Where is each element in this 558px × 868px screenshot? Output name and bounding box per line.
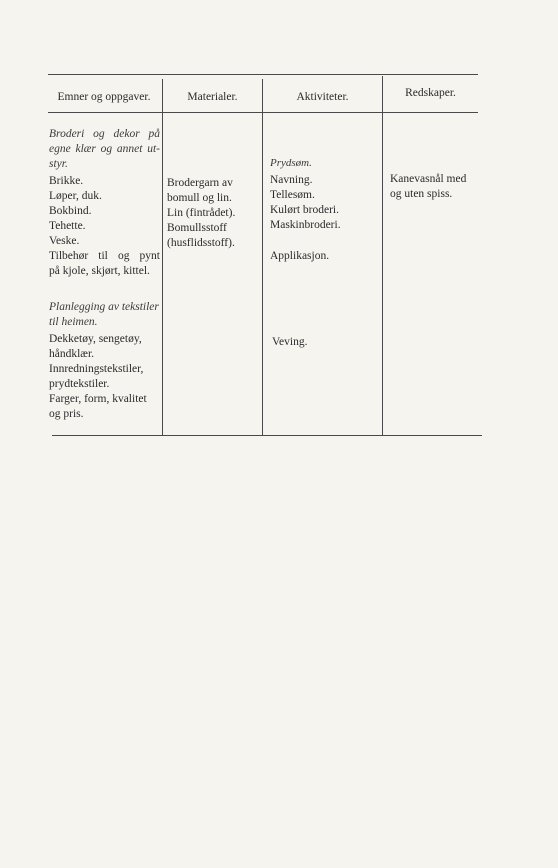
table-top-rule <box>48 74 478 75</box>
list-item: Navning. <box>270 174 313 186</box>
column-divider-2 <box>262 79 263 435</box>
list-item: Farger, form, kvalitet <box>49 393 147 405</box>
list-item: håndklær. <box>49 348 95 360</box>
aktiviteter-column <box>270 156 380 233</box>
list-item: Brodergarn av <box>167 177 233 189</box>
list-item: Kanevasnål med <box>390 173 467 185</box>
list-item: Dekketøy, sengetøy, <box>49 333 142 345</box>
list-item: Tehette. <box>49 220 86 232</box>
list-item: Bomullsstoff <box>167 222 227 234</box>
list-item: Bokbind. <box>49 205 92 217</box>
list-item: Kulørt broderi. <box>270 204 339 216</box>
header-redskaper: Redskaper. <box>405 87 456 99</box>
list-item: og uten spiss. <box>390 188 453 200</box>
list-item: Løper, duk. <box>49 190 102 202</box>
list-item: (husflidsstoff). <box>167 237 235 249</box>
list-item: Lin (fintrådet). <box>167 207 236 219</box>
activity-heading-prydsom: Prydsøm. <box>270 157 312 169</box>
section-title-broderi-line2: egne klær og annet ut- <box>49 143 160 155</box>
header-aktiviteter: Aktiviteter. <box>296 91 349 103</box>
table-bottom-rule <box>52 435 482 436</box>
column-divider-3 <box>382 76 383 435</box>
list-item: på kjole, skjørt, kittel. <box>49 265 150 277</box>
list-item: Maskinbroderi. <box>270 219 341 231</box>
section-title-planlegging-line2: til heimen. <box>49 316 98 328</box>
section-title-broderi-line3: styr. <box>49 158 68 170</box>
list-item: Tellesøm. <box>270 189 315 201</box>
section-title-broderi-line1: Broderi og dekor på <box>49 128 160 140</box>
list-item: Tilbehør til og pynt <box>49 250 160 262</box>
header-materialer: Materialer. <box>187 91 238 103</box>
emner-column <box>49 127 160 422</box>
column-divider-1 <box>162 79 163 435</box>
list-item: bomull og lin. <box>167 192 232 204</box>
materialer-column <box>167 176 261 251</box>
list-item: Veske. <box>49 235 80 247</box>
redskaper-column <box>390 172 478 202</box>
section-title-planlegging-line1: Planlegging av tekstiler <box>49 301 159 313</box>
header-bottom-rule <box>48 112 478 113</box>
list-item: prydtekstiler. <box>49 378 110 390</box>
list-item: Innredningstekstiler, <box>49 363 144 375</box>
activity-applikasjon: Applikasjon. <box>270 250 330 262</box>
list-item: og pris. <box>49 408 84 420</box>
header-emner: Emner og oppgaver. <box>57 91 151 103</box>
list-item: Brikke. <box>49 175 84 187</box>
activity-veving: Veving. <box>272 336 308 348</box>
